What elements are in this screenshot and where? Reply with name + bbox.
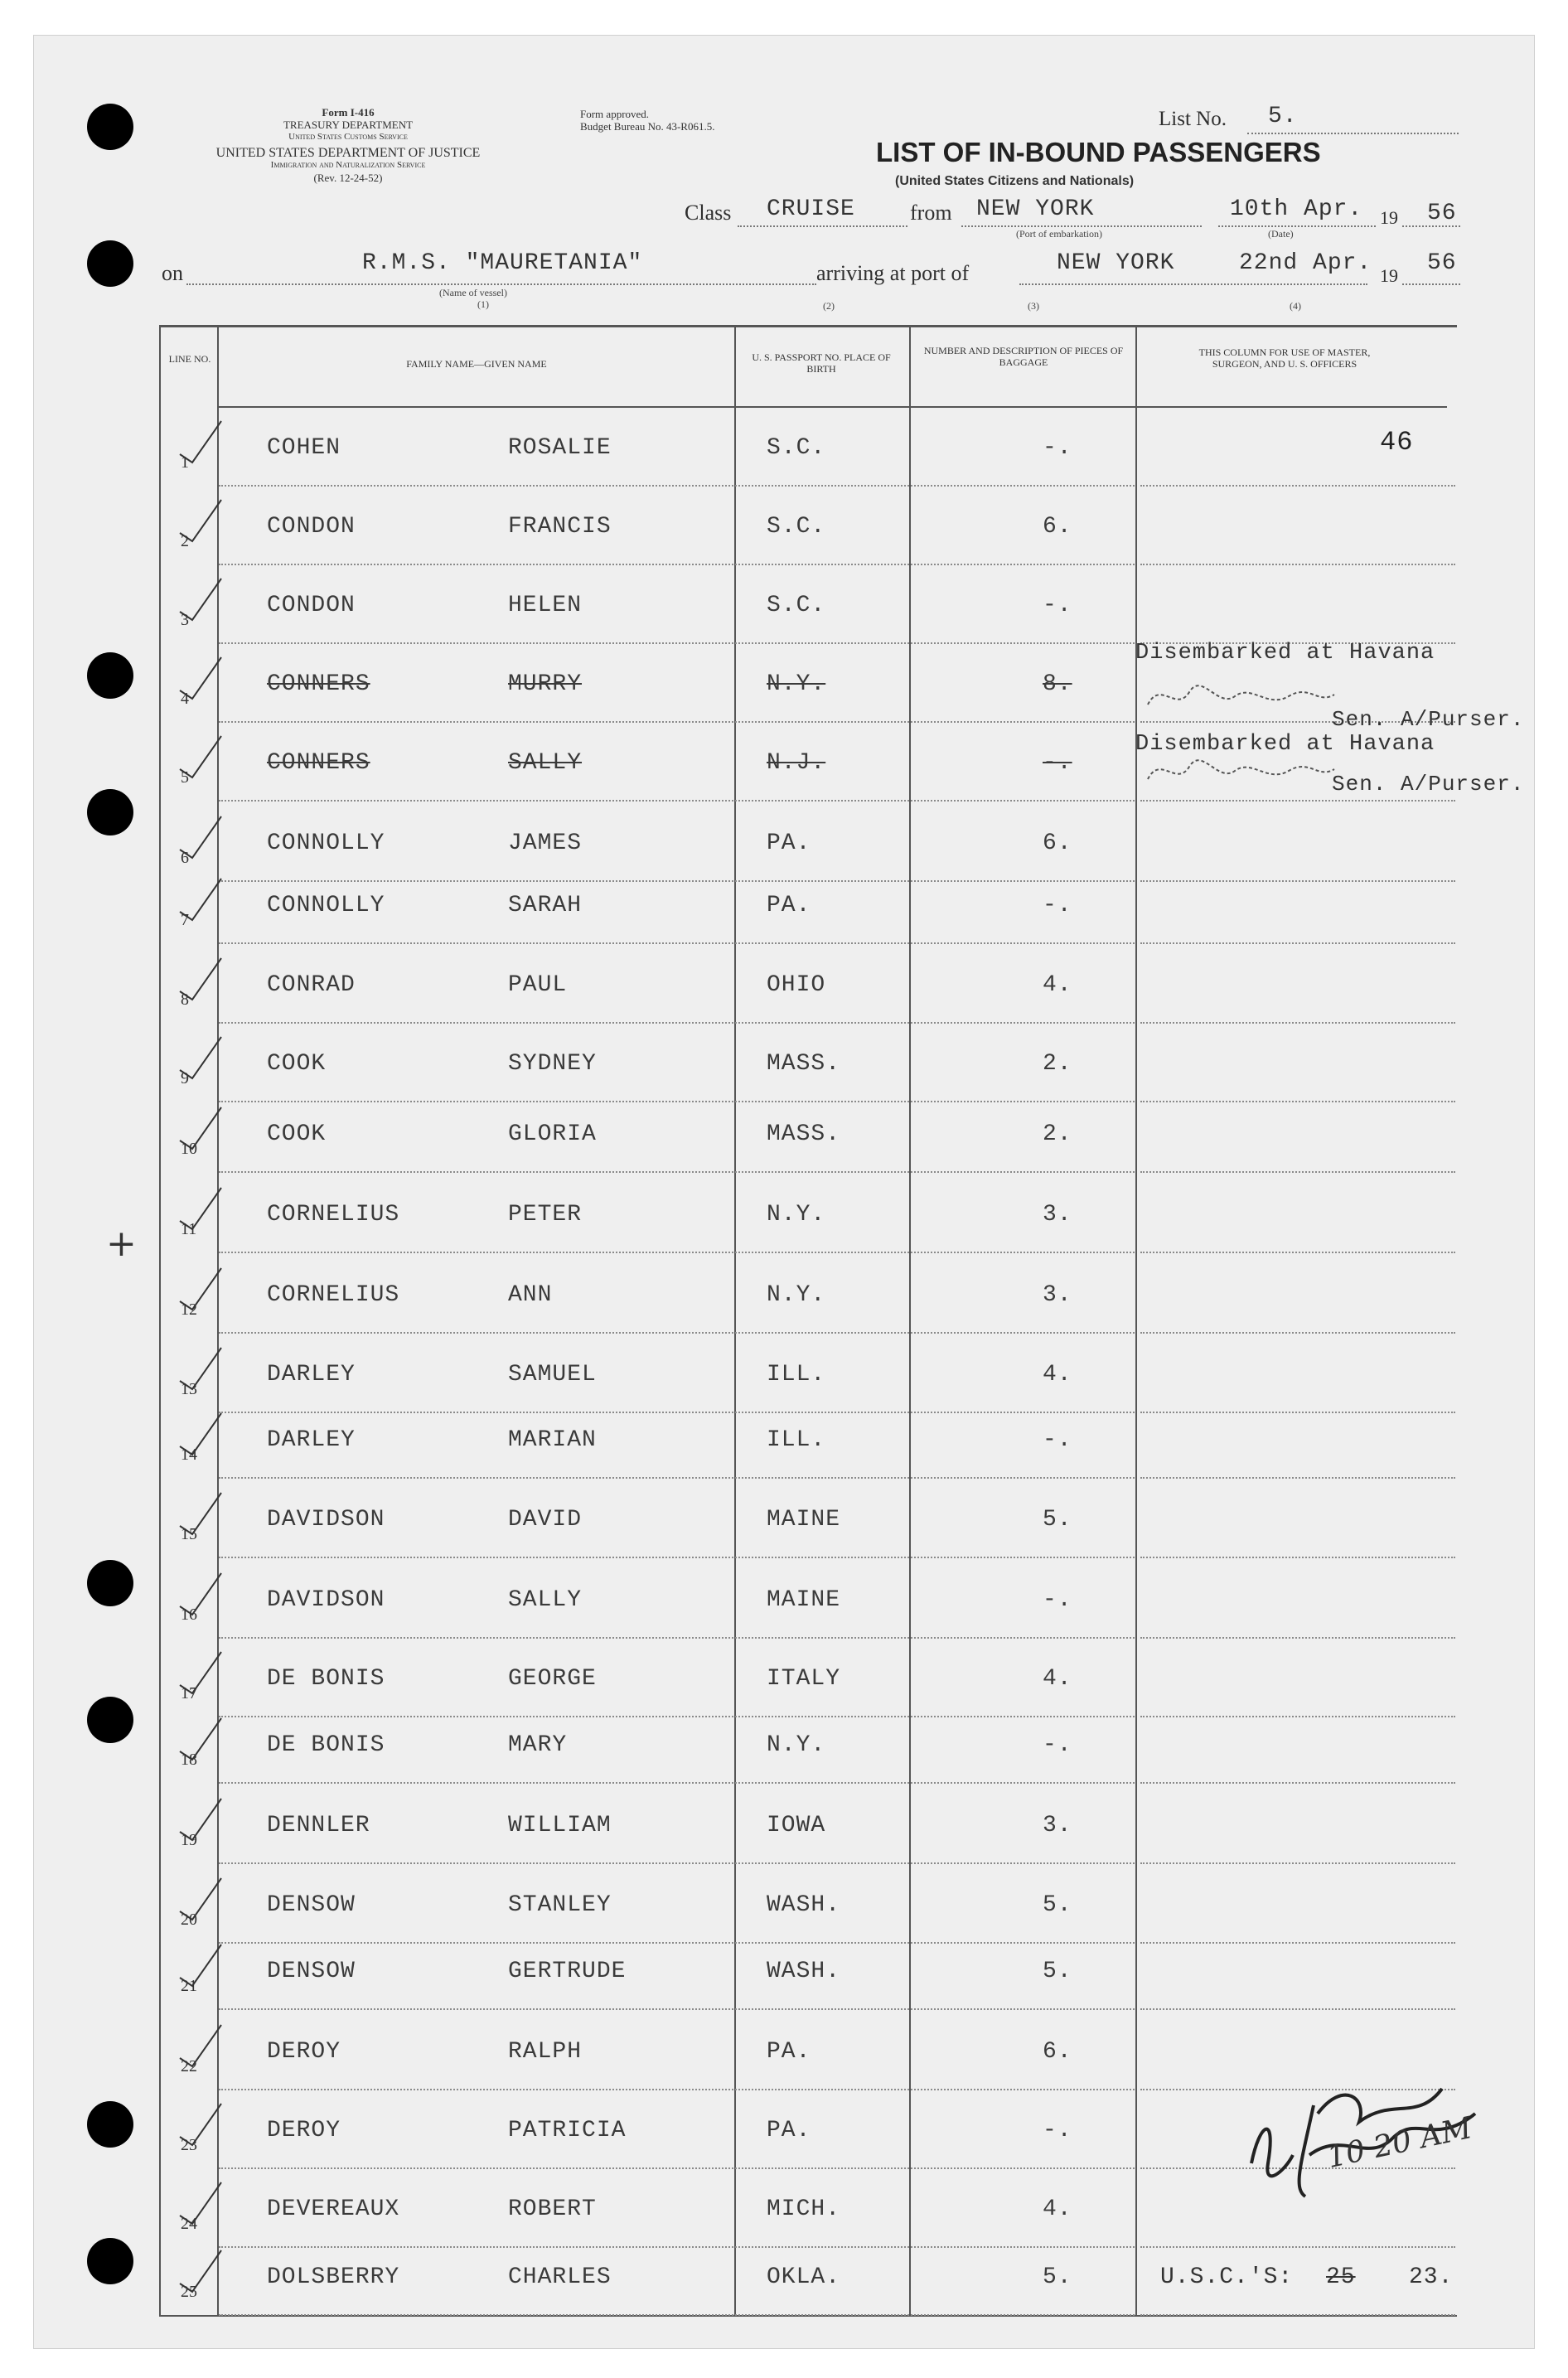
given-name: MARY: [508, 1732, 568, 1758]
given-name: FRANCIS: [508, 514, 612, 540]
date-caption: (Date): [1268, 228, 1294, 240]
line-number: 17: [181, 1684, 197, 1702]
given-name: MARIAN: [508, 1427, 597, 1453]
place-of-birth: WASH.: [767, 1892, 841, 1918]
given-name: SALLY: [508, 1587, 583, 1613]
row-separator: [1140, 880, 1455, 882]
family-name: DENSOW: [267, 1959, 356, 1984]
row-separator: [1140, 1862, 1455, 1864]
line-number: 18: [181, 1751, 197, 1769]
row-separator: [1140, 1557, 1455, 1558]
line-number: 3: [181, 611, 189, 629]
page-subtitle: (United States Citizens and Nationals): [895, 174, 1135, 188]
baggage-count: -.: [1043, 2118, 1072, 2143]
line-number: 24: [181, 2215, 197, 2233]
place-of-birth: ILL.: [767, 1427, 826, 1453]
arriving-label: arriving at port of: [816, 261, 970, 285]
baggage-count: 3.: [1043, 1282, 1072, 1308]
row-separator: [1140, 1716, 1455, 1717]
arrival-year-prefix: 19: [1380, 265, 1398, 286]
family-name: DARLEY: [267, 1427, 356, 1453]
arrival-year-line: [1402, 283, 1460, 285]
given-name: PATRICIA: [508, 2118, 627, 2143]
binder-hole: [87, 2238, 133, 2284]
place-of-birth: MASS.: [767, 1121, 841, 1147]
row-separator: [219, 2314, 1135, 2316]
family-name: COHEN: [267, 435, 341, 461]
place-of-birth: N.Y.: [767, 1732, 826, 1758]
line-number: 12: [181, 1300, 197, 1319]
family-name: DEROY: [267, 2039, 341, 2065]
line-number: 13: [181, 1380, 197, 1398]
check-mark-icon: [176, 574, 225, 624]
vessel-line: [186, 283, 816, 285]
given-name: SAMUEL: [508, 1362, 597, 1388]
header-baggage: NUMBER AND DESCRIPTION OF PIECES OF BAGGAGE: [923, 345, 1124, 368]
given-name: SALLY: [508, 750, 583, 776]
place-of-birth: MASS.: [767, 1051, 841, 1077]
col-divider-officers: [1135, 325, 1137, 2317]
line-number: 25: [181, 2283, 197, 2301]
departure-year: 56: [1427, 201, 1457, 226]
row-separator: [219, 1252, 1135, 1253]
list-number-value: 5.: [1268, 104, 1298, 129]
row-separator: [1140, 1412, 1455, 1413]
place-of-birth: N.Y.: [767, 1202, 826, 1228]
time-note: 10 20 AM: [1324, 2111, 1475, 2175]
check-mark-icon: [176, 1344, 225, 1393]
check-mark-icon: [176, 2178, 225, 2228]
check-mark-icon: [176, 1714, 225, 1764]
line-number: 21: [181, 1977, 197, 1995]
form-number: Form I-416: [322, 106, 375, 119]
given-name: ANN: [508, 1282, 553, 1308]
immigration-service: Immigration and Naturalization Service: [270, 160, 426, 170]
col-num-3: (3): [1028, 300, 1039, 312]
port-caption: (Port of embarkation): [1016, 228, 1102, 240]
check-mark-icon: [176, 1033, 225, 1082]
check-mark-icon: [176, 1569, 225, 1619]
place-of-birth: ITALY: [767, 1666, 841, 1692]
place-of-birth: WASH.: [767, 1959, 841, 1984]
budget-bureau: Budget Bureau No. 43-R061.5.: [580, 120, 715, 133]
row-separator: [219, 485, 1135, 487]
purser-signature: [1144, 671, 1359, 796]
vessel-col-num: (1): [477, 298, 489, 310]
line-number: 8: [181, 990, 189, 1009]
row-separator: [1140, 1637, 1455, 1639]
row-separator: [1140, 2246, 1455, 2248]
treasury-dept: TREASURY DEPARTMENT: [283, 119, 414, 131]
year-line: [1402, 225, 1460, 227]
header-passport: U. S. PASSPORT NO. PLACE OF BIRTH: [752, 351, 891, 375]
given-name: STANLEY: [508, 1892, 612, 1918]
baggage-count: -.: [1043, 1732, 1072, 1758]
check-mark-icon: [176, 1874, 225, 1924]
col-num-2: (2): [823, 300, 835, 312]
line-number: 1: [181, 453, 189, 472]
line-number: 20: [181, 1911, 197, 1929]
line-number: 4: [181, 690, 189, 708]
place-of-birth: OHIO: [767, 972, 826, 998]
table-header-border: [219, 406, 1447, 408]
revision: (Rev. 12-24-52): [313, 172, 383, 184]
arrival-year: 56: [1427, 250, 1457, 276]
baggage-count: -.: [1043, 593, 1072, 618]
header-name: FAMILY NAME—GIVEN NAME: [406, 358, 547, 370]
place-of-birth: S.C.: [767, 514, 826, 540]
row-separator: [1140, 1782, 1455, 1784]
row-separator: [219, 2167, 1135, 2169]
check-mark-icon: [176, 496, 225, 545]
place-of-birth: MAINE: [767, 1587, 841, 1613]
row-separator: [219, 1412, 1135, 1413]
officer-signature: [1227, 1998, 1492, 2205]
purser-title-1: Sen. A/Purser.: [1332, 707, 1525, 732]
vessel-caption: (Name of vessel): [439, 287, 507, 298]
vessel-name: R.M.S. "MAURETANIA": [362, 250, 643, 276]
baggage-count: 6.: [1043, 514, 1072, 540]
baggage-count: 5.: [1043, 1507, 1072, 1533]
line-number: 6: [181, 849, 189, 867]
line-number: 5: [181, 768, 189, 787]
place-of-birth: PA.: [767, 893, 811, 918]
on-label: on: [162, 261, 183, 285]
row-separator: [1140, 1942, 1455, 1944]
check-mark-icon: [176, 1489, 225, 1538]
family-name: DEROY: [267, 2118, 341, 2143]
year-prefix: 19: [1380, 207, 1398, 228]
family-name: DAVIDSON: [267, 1587, 385, 1613]
binder-hole: [87, 789, 133, 835]
header-line-no: LINE NO.: [168, 353, 211, 365]
class-line: [738, 225, 907, 227]
header-officers: THIS COLUMN FOR USE OF MASTER, SURGEON, AND U. S. OFFICERS: [1198, 346, 1371, 370]
binder-hole: [87, 2101, 133, 2148]
family-name: CORNELIUS: [267, 1282, 400, 1308]
check-mark-icon: [176, 653, 225, 703]
baggage-count: 3.: [1043, 1813, 1072, 1838]
baggage-count: 5.: [1043, 1892, 1072, 1918]
port-embarkation: NEW YORK: [976, 196, 1095, 222]
check-mark-icon: [176, 1409, 225, 1459]
given-name: GERTRUDE: [508, 1959, 627, 1984]
line-number: 15: [181, 1525, 197, 1543]
table-left-border: [159, 325, 161, 2317]
disembarked-note-1: Disembarked at Havana: [1135, 641, 1435, 666]
place-of-birth: N.Y.: [767, 671, 826, 697]
family-name: CONNOLLY: [267, 831, 385, 856]
row-separator: [1140, 1477, 1455, 1479]
family-name: DENNLER: [267, 1813, 370, 1838]
check-mark-icon: [176, 417, 225, 467]
family-name: DE BONIS: [267, 1732, 385, 1758]
check-mark-icon: [176, 732, 225, 782]
check-mark-icon: [176, 1648, 225, 1698]
family-name: CORNELIUS: [267, 1202, 400, 1228]
line-number: 22: [181, 2057, 197, 2075]
uscs-struck-count: 25: [1326, 2264, 1356, 2290]
family-name: DENSOW: [267, 1892, 356, 1918]
family-name: DOLSBERRY: [267, 2264, 400, 2290]
family-name: DEVEREAUX: [267, 2196, 400, 2222]
row-separator: [219, 1637, 1135, 1639]
family-name: CONDON: [267, 593, 356, 618]
line-number: 16: [181, 1606, 197, 1624]
list-number-line: [1247, 133, 1459, 134]
check-mark-icon: [176, 874, 225, 924]
row-separator: [219, 2089, 1135, 2090]
col-divider-passport: [734, 325, 736, 2317]
row-separator: [1140, 800, 1455, 802]
place-of-birth: PA.: [767, 2039, 811, 2065]
row-separator: [1140, 1252, 1455, 1253]
place-of-birth: PA.: [767, 2118, 811, 2143]
baggage-count: 3.: [1043, 1202, 1072, 1228]
row-separator: [219, 642, 1135, 644]
baggage-count: 4.: [1043, 1362, 1072, 1388]
family-name: COOK: [267, 1121, 327, 1147]
family-name: CONNERS: [267, 671, 370, 697]
row-separator: [1140, 564, 1455, 565]
from-label: from: [910, 201, 952, 225]
customs-service: United States Customs Service: [288, 132, 408, 142]
row-separator: [219, 2008, 1135, 2010]
check-mark-icon: [176, 812, 225, 862]
row-separator: [1140, 942, 1455, 944]
given-name: ROBERT: [508, 2196, 597, 2222]
row-separator: [219, 1171, 1135, 1173]
place-of-birth: S.C.: [767, 435, 826, 461]
binder-hole: [87, 104, 133, 150]
binder-hole: [87, 240, 133, 287]
line-number: 10: [181, 1140, 197, 1158]
check-mark-icon: [176, 1184, 225, 1233]
line-number: 23: [181, 2136, 197, 2154]
class-value: CRUISE: [767, 196, 855, 222]
disembarked-note-2: Disembarked at Havana: [1135, 732, 1435, 757]
baggage-count: -.: [1043, 1427, 1072, 1453]
baggage-count: 5.: [1043, 1959, 1072, 1984]
check-mark-icon: [176, 1103, 225, 1153]
binder-hole: [87, 1697, 133, 1743]
check-mark-icon: [176, 1940, 225, 1990]
given-name: PAUL: [508, 972, 568, 998]
line-number: 9: [181, 1069, 189, 1087]
row-separator: [1140, 2314, 1455, 2316]
family-name: DAVIDSON: [267, 1507, 385, 1533]
baggage-count: -.: [1043, 893, 1072, 918]
binder-hole: [87, 1560, 133, 1606]
given-name: ROSALIE: [508, 435, 612, 461]
row-separator: [219, 1942, 1135, 1944]
place-of-birth: N.Y.: [767, 1282, 826, 1308]
departure-date: 10th Apr.: [1230, 196, 1363, 222]
given-name: PETER: [508, 1202, 583, 1228]
arrival-line: [1019, 283, 1367, 285]
check-mark-icon: [176, 2246, 225, 2296]
place-of-birth: ILL.: [767, 1362, 826, 1388]
row-separator: [219, 1477, 1135, 1479]
approval-block: [580, 108, 714, 133]
row-separator: [219, 721, 1135, 723]
row-separator: [219, 1022, 1135, 1024]
row-separator: [1140, 485, 1455, 487]
uscs-label: U.S.C.'S:: [1160, 2264, 1294, 2290]
row-separator: [219, 1862, 1135, 1864]
page-title: LIST OF IN-BOUND PASSENGERS: [876, 137, 1321, 167]
row-separator: [219, 1716, 1135, 1717]
passenger-count: 46: [1380, 427, 1414, 458]
baggage-count: 4.: [1043, 1666, 1072, 1692]
baggage-count: 2.: [1043, 1051, 1072, 1077]
form-approved: Form approved.: [580, 108, 650, 120]
given-name: HELEN: [508, 593, 583, 618]
place-of-birth: MAINE: [767, 1507, 841, 1533]
check-mark-icon: [176, 1794, 225, 1844]
row-separator: [219, 1557, 1135, 1558]
col-num-4: (4): [1290, 300, 1301, 312]
row-separator: [219, 564, 1135, 565]
row-separator: [219, 1332, 1135, 1334]
family-name: DARLEY: [267, 1362, 356, 1388]
baggage-count: 5.: [1043, 2264, 1072, 2290]
place-of-birth: N.J.: [767, 750, 826, 776]
family-name: COOK: [267, 1051, 327, 1077]
row-separator: [219, 1101, 1135, 1102]
baggage-count: 2.: [1043, 1121, 1072, 1147]
baggage-count: -.: [1043, 435, 1072, 461]
row-separator: [219, 942, 1135, 944]
baggage-count: -.: [1043, 1587, 1072, 1613]
row-separator: [219, 2246, 1135, 2248]
check-mark-icon: [176, 2021, 225, 2070]
family-name: CONNERS: [267, 750, 370, 776]
given-name: RALPH: [508, 2039, 583, 2065]
given-name: JAMES: [508, 831, 583, 856]
table-top-border: [159, 325, 1457, 327]
baggage-count: -.: [1043, 750, 1072, 776]
binder-hole: [87, 652, 133, 699]
uscs-count: 23.: [1409, 2264, 1454, 2290]
margin-cross-mark: +: [106, 1223, 137, 1265]
place-of-birth: PA.: [767, 831, 811, 856]
row-separator: [219, 1782, 1135, 1784]
row-separator: [1140, 1101, 1455, 1102]
row-separator: [1140, 1022, 1455, 1024]
form-header-agencies: [157, 106, 539, 184]
place-of-birth: OKLA.: [767, 2264, 841, 2290]
baggage-count: 4.: [1043, 972, 1072, 998]
place-of-birth: MICH.: [767, 2196, 841, 2222]
given-name: SARAH: [508, 893, 583, 918]
family-name: CONDON: [267, 514, 356, 540]
check-mark-icon: [176, 2100, 225, 2149]
check-mark-icon: [176, 954, 225, 1004]
class-label: Class: [685, 201, 732, 225]
family-name: CONRAD: [267, 972, 356, 998]
line-number: 11: [181, 1220, 197, 1238]
line-number: 19: [181, 1831, 197, 1849]
line-number: 14: [181, 1446, 197, 1464]
arrival-date: 22nd Apr.: [1239, 250, 1372, 276]
col-divider-baggage: [909, 325, 911, 2317]
date-line: [1218, 225, 1376, 227]
row-separator: [1140, 1171, 1455, 1173]
check-mark-icon: [176, 1264, 225, 1314]
given-name: CHARLES: [508, 2264, 612, 2290]
given-name: GEORGE: [508, 1666, 597, 1692]
given-name: GLORIA: [508, 1121, 597, 1147]
given-name: MURRY: [508, 671, 583, 697]
row-separator: [219, 800, 1135, 802]
port-line: [961, 225, 1202, 227]
list-number-label: List No.: [1159, 108, 1227, 130]
baggage-count: 8.: [1043, 671, 1072, 697]
place-of-birth: S.C.: [767, 593, 826, 618]
line-number: 7: [181, 911, 189, 929]
row-separator: [219, 880, 1135, 882]
arrival-port: NEW YORK: [1057, 250, 1175, 276]
given-name: WILLIAM: [508, 1813, 612, 1838]
family-name: DE BONIS: [267, 1666, 385, 1692]
baggage-count: 4.: [1043, 2196, 1072, 2222]
justice-dept: UNITED STATES DEPARTMENT OF JUSTICE: [215, 146, 481, 160]
place-of-birth: IOWA: [767, 1813, 826, 1838]
row-separator: [1140, 1332, 1455, 1334]
given-name: SYDNEY: [508, 1051, 597, 1077]
baggage-count: 6.: [1043, 2039, 1072, 2065]
given-name: DAVID: [508, 1507, 583, 1533]
purser-title-2: Sen. A/Purser.: [1332, 772, 1525, 797]
line-number: 2: [181, 532, 189, 550]
baggage-count: 6.: [1043, 831, 1072, 856]
family-name: CONNOLLY: [267, 893, 385, 918]
